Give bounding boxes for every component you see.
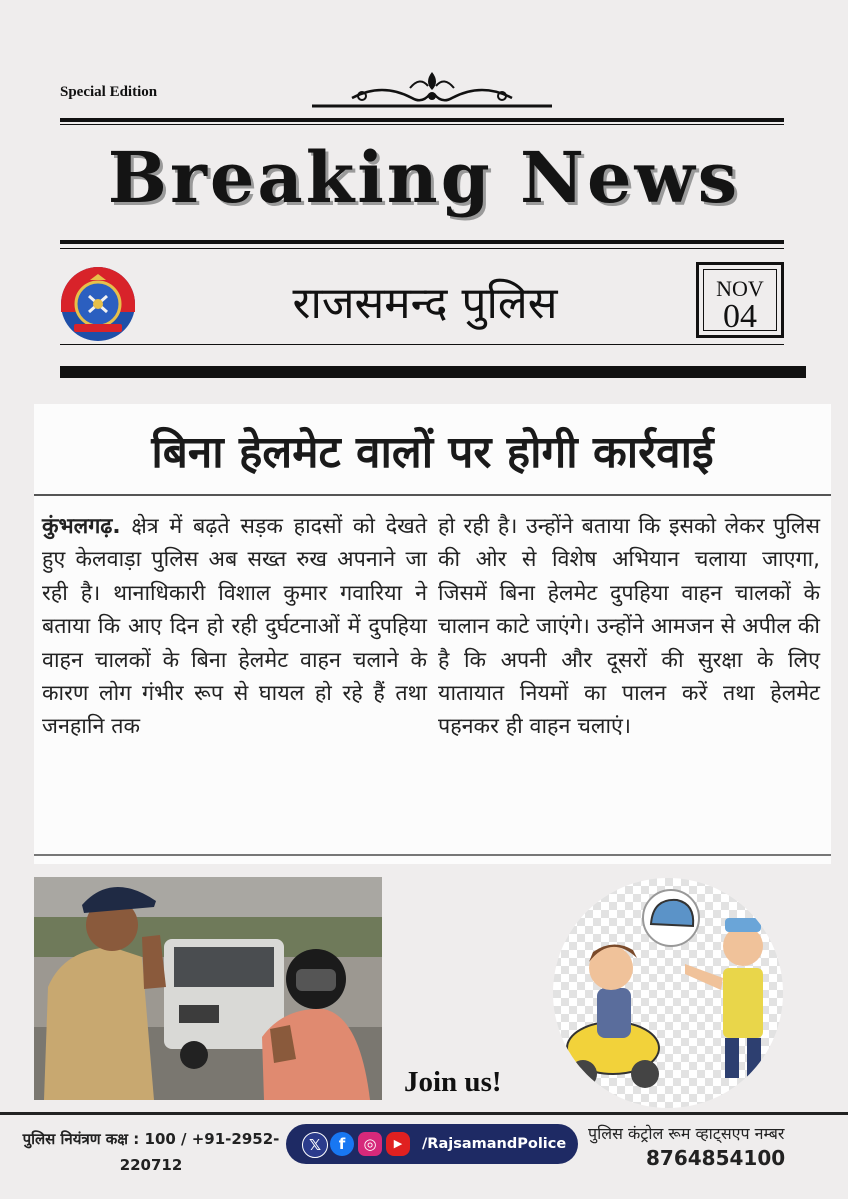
whatsapp-info [588,1122,838,1170]
youtube-icon[interactable]: ▶ [386,1132,410,1156]
news-clipping [34,404,831,864]
top-rule [60,118,784,122]
ornament-icon [312,68,552,112]
social-links-bar[interactable] [286,1124,578,1164]
police-photo [34,877,382,1100]
instagram-icon[interactable]: ◎ [358,1132,382,1156]
article-dateline: कुंभलगढ़. [42,514,121,539]
social-handle[interactable]: /RajsamandPolice [422,1136,567,1152]
whatsapp-number[interactable]: 8764854100 [646,1146,786,1170]
facebook-icon[interactable]: f [330,1132,354,1156]
date-month: NOV [716,276,764,301]
edition-label: Special Edition [60,84,158,100]
whatsapp-label: पुलिस कंट्रोल रूम व्हाट्सएप नम्बर [588,1124,785,1143]
date-box-inner [703,269,777,335]
join-us-text: Join us! [404,1066,502,1098]
bottom-rule-thin [60,344,784,345]
top-rule-thin [60,124,784,125]
masthead-title: Breaking News [107,136,741,219]
police-title: राजसमन्द पुलिस [292,278,558,329]
date-box [696,262,784,338]
article-headline: बिना हेलमेट वालों पर होगी कार्रवाई [151,427,714,478]
headline-divider [34,494,831,496]
helmet-cartoon [553,878,783,1108]
bottom-rule [60,366,806,378]
control-room-info: पुलिस नियंत्रण कक्ष : 100 / +91-2952-220712 [22,1130,280,1174]
date-day: 04 [723,298,757,335]
police-badge-icon [60,266,136,342]
footer-rule [0,1112,848,1115]
mid-rule [60,240,784,244]
article-column-1 [42,510,427,744]
article-column-2: हो रही है। उन्होंने बताया कि इसको लेकर पुलिस की ओर से विशेष अभियान चलाया जाएगा, जिसमें बिना हेलमेट दुपहिया वाहन चालकों के चालान काटे जाएंगे। उन्होंने आमजन से अपील की है कि अपनी और दूसरों की सुरक्षा के लिए यातायात नियमों का पालन करें तथा हेलमेट पहनकर ही वाहन चलाएं। [438,514,820,740]
clipping-bottom-rule [34,854,831,856]
mid-rule-thin [60,248,784,249]
article-column-1-text: क्षेत्र में बढ़ते सड़क हादसों को देखते हुए केलवाड़ा पुलिस अब सख्त रुख अपनाने जा रही है। थानाधिकारी विशाल कुमार गवारिया ने बताया कि आए दिन हो रही दुर्घटनाओं में दुपहिया वाहन चालकों के बिना हेलमेट वाहन चलाने के कारण लोग गंभीर रूप से घायल हो रहे हैं तथा जनहानि तक [42,514,427,740]
x-icon[interactable]: 𝕏 [302,1132,328,1158]
